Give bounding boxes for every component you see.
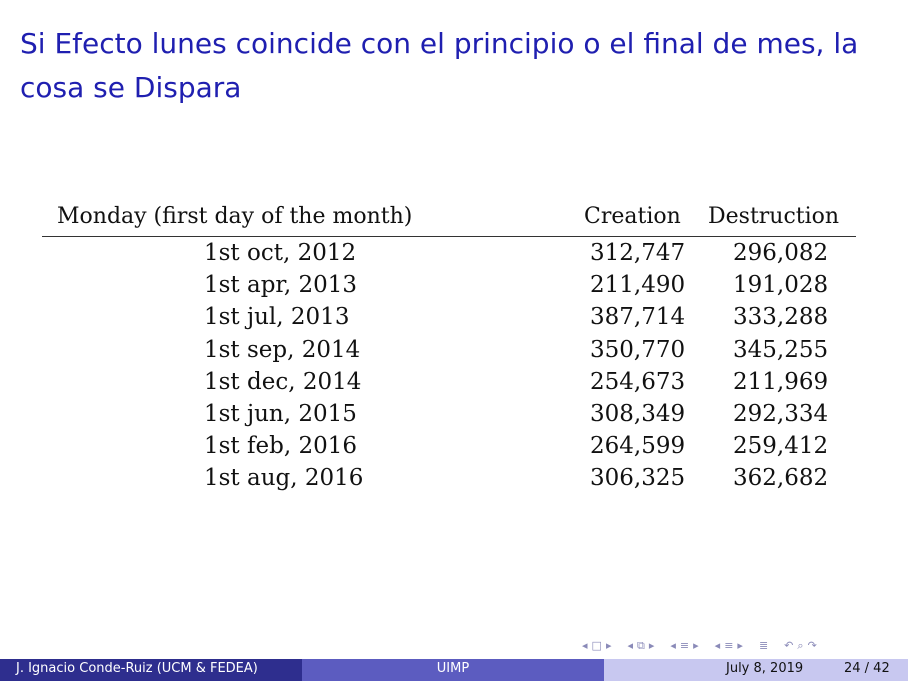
arrow-left-icon[interactable]: ◂	[670, 639, 676, 652]
cell-destruction: 362,682	[733, 465, 829, 492]
table-row	[42, 368, 856, 400]
column-header-creation: Creation	[584, 204, 681, 229]
back-icon[interactable]: ↶	[784, 639, 794, 652]
arrow-right-icon[interactable]: ▸	[737, 639, 743, 652]
table-row	[42, 239, 856, 271]
arrow-right-icon[interactable]: ▸	[605, 639, 612, 652]
table-row	[42, 336, 856, 368]
table-header-row	[42, 200, 856, 237]
search-icon[interactable]: ⌕	[797, 639, 804, 652]
table-row	[42, 303, 856, 335]
cell-creation: 306,325	[590, 465, 686, 492]
cell-date: 1st dec, 2014	[204, 368, 362, 395]
cell-destruction: 211,969	[733, 368, 829, 395]
cell-creation: 312,747	[590, 240, 686, 266]
footer-institution: UIMP	[302, 659, 604, 681]
cell-date: 1st feb, 2016	[204, 433, 357, 460]
cell-creation: 264,599	[590, 433, 686, 460]
cell-creation: 350,770	[590, 336, 686, 363]
cell-creation: 254,673	[590, 368, 686, 395]
footer-author: J. Ignacio Conde-Ruiz (UCM & FEDEA)	[0, 659, 302, 681]
cell-date: 1st aug, 2016	[204, 465, 364, 492]
section-icon[interactable]: ≡	[724, 639, 734, 652]
frame-icon[interactable]: □	[591, 639, 602, 652]
footer-right-block	[604, 659, 908, 681]
arrow-left-icon[interactable]: ◂	[714, 639, 721, 652]
cell-creation: 387,714	[590, 304, 686, 331]
slide-title: Si Efecto lunes coincide con el principio o el final de mes, la cosa se Dispara	[20, 27, 859, 104]
arrow-right-icon[interactable]: ▸	[693, 639, 699, 652]
cell-destruction: 191,028	[733, 272, 829, 299]
cell-date: 1st jul, 2013	[204, 304, 350, 331]
cell-destruction: 259,412	[733, 433, 829, 460]
cell-date: 1st oct, 2012	[204, 240, 357, 266]
footer-date: July 8, 2019	[726, 661, 804, 676]
arrow-left-icon[interactable]: ◂	[627, 639, 633, 652]
arrow-right-icon[interactable]: ▸	[648, 639, 655, 652]
table-row	[42, 464, 856, 496]
table-row	[42, 271, 856, 303]
table-row	[42, 432, 856, 464]
page-number: 24 / 42	[844, 661, 890, 676]
subsection-icon[interactable]: ⧉	[637, 639, 645, 652]
cell-destruction: 296,082	[733, 240, 829, 266]
section-icon[interactable]: ≡	[679, 639, 690, 652]
cell-date: 1st sep, 2014	[204, 336, 361, 363]
cell-date: 1st apr, 2013	[204, 272, 358, 299]
cell-creation: 308,349	[590, 400, 686, 427]
beamer-navigation	[582, 638, 817, 654]
arrow-left-icon[interactable]: ◂	[582, 639, 588, 652]
table-row	[42, 400, 856, 432]
cell-date: 1st jun, 2015	[204, 400, 357, 427]
appendix-icon[interactable]: ≣	[758, 639, 769, 652]
table-body	[42, 237, 856, 497]
footer-bar	[0, 659, 908, 681]
column-header-destruction: Destruction	[708, 204, 840, 229]
cell-creation: 211,490	[590, 272, 686, 299]
forward-icon[interactable]: ↷	[807, 639, 817, 652]
cell-destruction: 345,255	[733, 336, 829, 363]
cell-destruction: 292,334	[733, 400, 829, 427]
data-table	[42, 200, 856, 497]
cell-destruction: 333,288	[733, 304, 829, 331]
column-header-date: Monday (first day of the month)	[57, 204, 413, 229]
